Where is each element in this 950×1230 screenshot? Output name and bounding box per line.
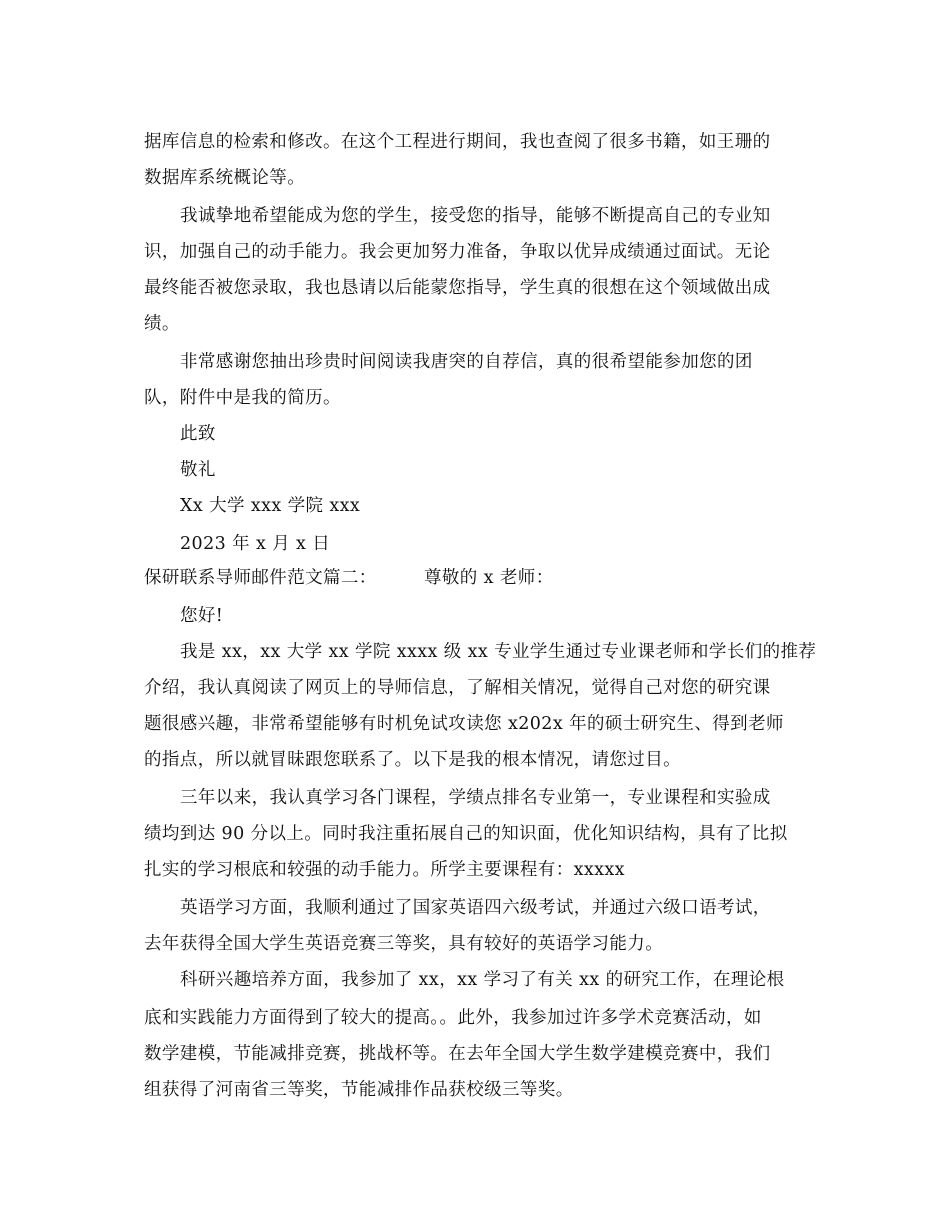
paragraph-line: 我是 xx，xx 大学 xx 学院 xxxx 级 xx 专业学生通过专业课老师和学长们的推荐 <box>180 642 817 662</box>
section-heading: 保研联系导师邮件范文篇二： <box>144 568 377 588</box>
closing-regards: 敬礼 <box>180 460 216 480</box>
greeting: 您好! <box>180 606 224 626</box>
paragraph-line: 底和实践能力方面得到了较大的提高。。此外，我参加过许多学术竞赛活动，如 <box>144 1008 762 1028</box>
paragraph-line: 扎实的学习根底和较强的动手能力。所学主要课程有：xxxxx <box>144 860 625 880</box>
paragraph-line: 英语学习方面，我顺利通过了国家英语四六级考试，并通过六级口语考试， <box>180 898 771 918</box>
signature: Xx 大学 xxx 学院 xxx <box>180 496 361 516</box>
date-line: 2023 年 x 月 x 日 <box>180 534 331 554</box>
paragraph-line: 三年以来，我认真学习各门课程，学绩点排名专业第一，专业课程和实验成 <box>180 788 771 808</box>
paragraph-line: 题很感兴趣，非常希望能够有时机免试攻读您 x202x 年的硕士研究生、得到老师 <box>144 714 784 734</box>
paragraph-line: 组获得了河南省三等奖，节能减排作品获校级三等奖。 <box>144 1080 574 1100</box>
paragraph-line: 非常感谢您抽出珍贵时间阅读我唐突的自荐信，真的很希望能参加您的团 <box>180 352 753 372</box>
paragraph-line: 科研兴趣培养方面，我参加了 xx，xx 学习了有关 xx 的研究工作，在理论根 <box>180 970 785 990</box>
paragraph-line: 去年获得全国大学生英语竞赛三等奖，具有较好的英语学习能力。 <box>144 934 664 954</box>
paragraph-line: 介绍，我认真阅读了网页上的导师信息，了解相关情况，觉得自己对您的研究课 <box>144 678 771 698</box>
paragraph-line: 数学建模，节能减排竞赛，挑战杯等。在去年全国大学生数学建模竞赛中，我们 <box>144 1044 771 1064</box>
closing-salutation: 此致 <box>180 424 216 444</box>
paragraph-line: 据库信息的检索和修改。在这个工程进行期间，我也查阅了很多书籍，如王珊的 <box>144 132 771 152</box>
paragraph-line: 绩均到达 90 分以上。同时我注重拓展自己的知识面，优化知识结构，具有了比拟 <box>144 824 788 844</box>
paragraph-line: 的指点，所以就冒昧跟您联系了。以下是我的根本情况，请您过目。 <box>144 750 681 770</box>
paragraph-line: 识，加强自己的动手能力。我会更加努力准备，争取以优异成绩通过面试。无论 <box>144 242 771 262</box>
paragraph-line: 队，附件中是我的简历。 <box>144 388 341 408</box>
paragraph-line: 绩。 <box>144 314 180 334</box>
paragraph-line: 最终能否被您录取，我也恳请以后能蒙您指导，学生真的很想在这个领域做出成 <box>144 278 771 298</box>
paragraph-line: 我诚挚地希望能成为您的学生，接受您的指导，能够不断提高自己的专业知 <box>180 206 771 226</box>
greeting-title: 尊敬的 x 老师： <box>424 568 554 588</box>
paragraph-line: 数据库系统概论等。 <box>144 168 306 188</box>
